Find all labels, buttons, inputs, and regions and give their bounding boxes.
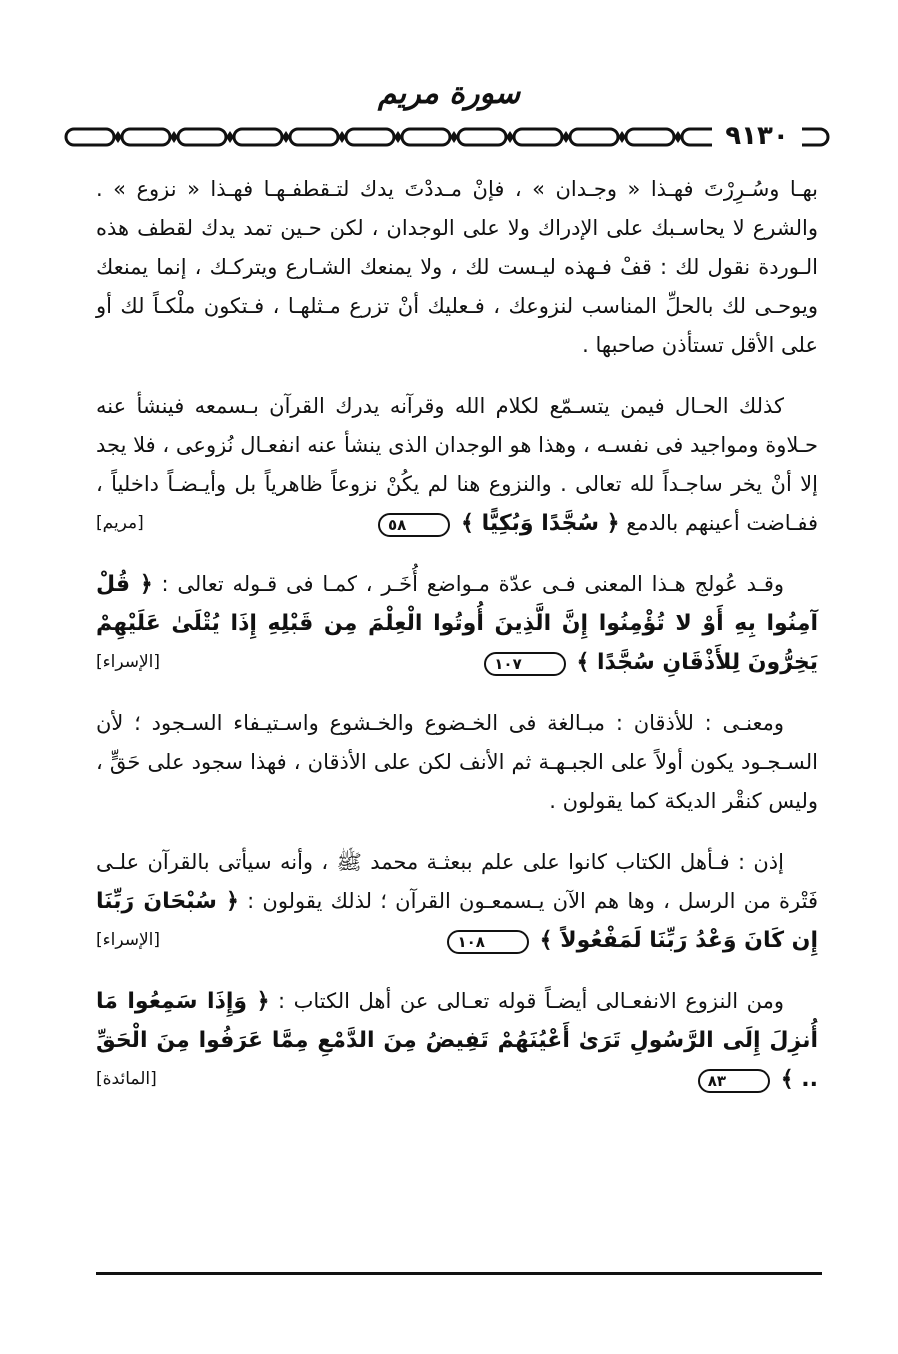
paragraph-text: ومعنـى : للأذقان : مبـالغة فى الخـضوع والخـشوع واسـتيـفاء السـجود ؛ لأن السـجـود يكون أولاً على الجبـهـة ثم الأنف لكن على الأذقان ، فهذا سجود على حَقٍّ ، وليس كنقْر الديكة كما يقولون . (96, 711, 818, 813)
footer-rule (96, 1272, 822, 1275)
paragraph (96, 565, 818, 682)
ayah-number: ٥٨ (378, 513, 450, 537)
paragraph-text: وقـد عُولج هـذا المعنى فـى عدّة مـواضع أُخَـر ، كمـا فى قـوله تعالى : (161, 572, 784, 596)
paragraph-text: بهـا وسُـرِرْتَ فهـذا « وجـدان » ، فإنْ مـددْتَ يدك لتـقطفـهـا فهـذا « نزوع » . والشرع لا يحاسـبك على الإدراك ولا على الوجدان ، لكن حـين تمد يدك لقطف هذه الـوردة نقول لك : قفْ فـهذه ليـست لك ، ولا يمنعك الشـارع ويتركـك ، إنما يمنعك ويوحـى لك بالحلِّ المناسب لنزوعك ، فـعليك أنْ تزرع مـثلهـا ، فـتكون ملْكـاً لك أو على الأقل تستأذن صاحبها . (96, 177, 818, 357)
ayah-number: ١٠٨ (447, 930, 528, 954)
surah-reference: [الإسراء] (96, 652, 161, 672)
ayah-number: ١٠٧ (484, 652, 565, 676)
paragraph (96, 704, 818, 821)
surah-reference: [مريم] (96, 513, 144, 533)
quran-verse: ﴿ وَإِذَا سَمِعُوا مَا أُنزِلَ إِلَى الرَّسُولِ تَرَىٰ أَعْيُنَهُمْ تَفِيضُ مِنَ الدَّمْعِ مِمَّا عَرَفُوا مِنَ الْحَقِّ .. ﴾ (96, 989, 818, 1092)
ayah-number: ٨٣ (698, 1069, 770, 1093)
surah-title: سورة مريم (377, 76, 521, 111)
page-header (0, 70, 898, 160)
paragraph (96, 982, 818, 1099)
paragraph-text: كذلك الحـال فيمن يتسـمّع لكلام الله وقرآنه يدرك القرآن بـسمعه فينشأ عنه حـلاوة ومواجيد فى نفسـه ، وهذا هو الوجدان الذى ينشأ عنه انفعـال نُزوعى ، فلا يجد إلا أنْ يخر ساجـداً لله تعالى . والنزوع هنا لم يكُنْ نزوعاً ظاهرياً بل وأيـضـاً داخلياً ، ففـاضت أعينهم بالدمع (96, 394, 818, 535)
paragraph (96, 170, 818, 365)
quran-verse: ﴿ قُلْ آمِنُوا بِهِ أَوْ لا تُؤْمِنُوا إِنَّ الَّذِينَ أُوتُوا الْعِلْمَ مِن قَبْلِهِ إِذَا يُتْلَىٰ عَلَيْهِمْ يَخِرُّونَ لِلأَذْقَانِ سُجَّدًا ﴾ (96, 572, 818, 675)
surah-reference: [الإسراء] (96, 930, 161, 950)
page-number: ٩١٣٠ (712, 118, 802, 154)
paragraph (96, 843, 818, 960)
quran-verse: ﴿ سُجَّدًا وَبُكِيًّا ﴾ (461, 511, 620, 536)
body-text (96, 170, 818, 1121)
surah-reference: [المائدة] (96, 1069, 157, 1089)
quran-verse: ﴿ سُبْحَانَ رَبِّنَا إِن كَانَ وَعْدُ رَبِّنَا لَمَفْعُولاً ﴾ (96, 889, 818, 953)
paragraph (96, 387, 818, 543)
paragraph-text: إذن : فـأهل الكتاب كانوا على علم ببعثـة محمد ﷺ ، وأنه سيأتى بالقرآن علـى فَتْرة من الرسل ، وها هم الآن يـسمعـون القرآن ؛ لذلك يقولون : (96, 850, 818, 913)
paragraph-text: ومن النزوع الانفعـالى أيضـاً قوله تعـالى عن أهل الكتاب : (278, 989, 784, 1013)
